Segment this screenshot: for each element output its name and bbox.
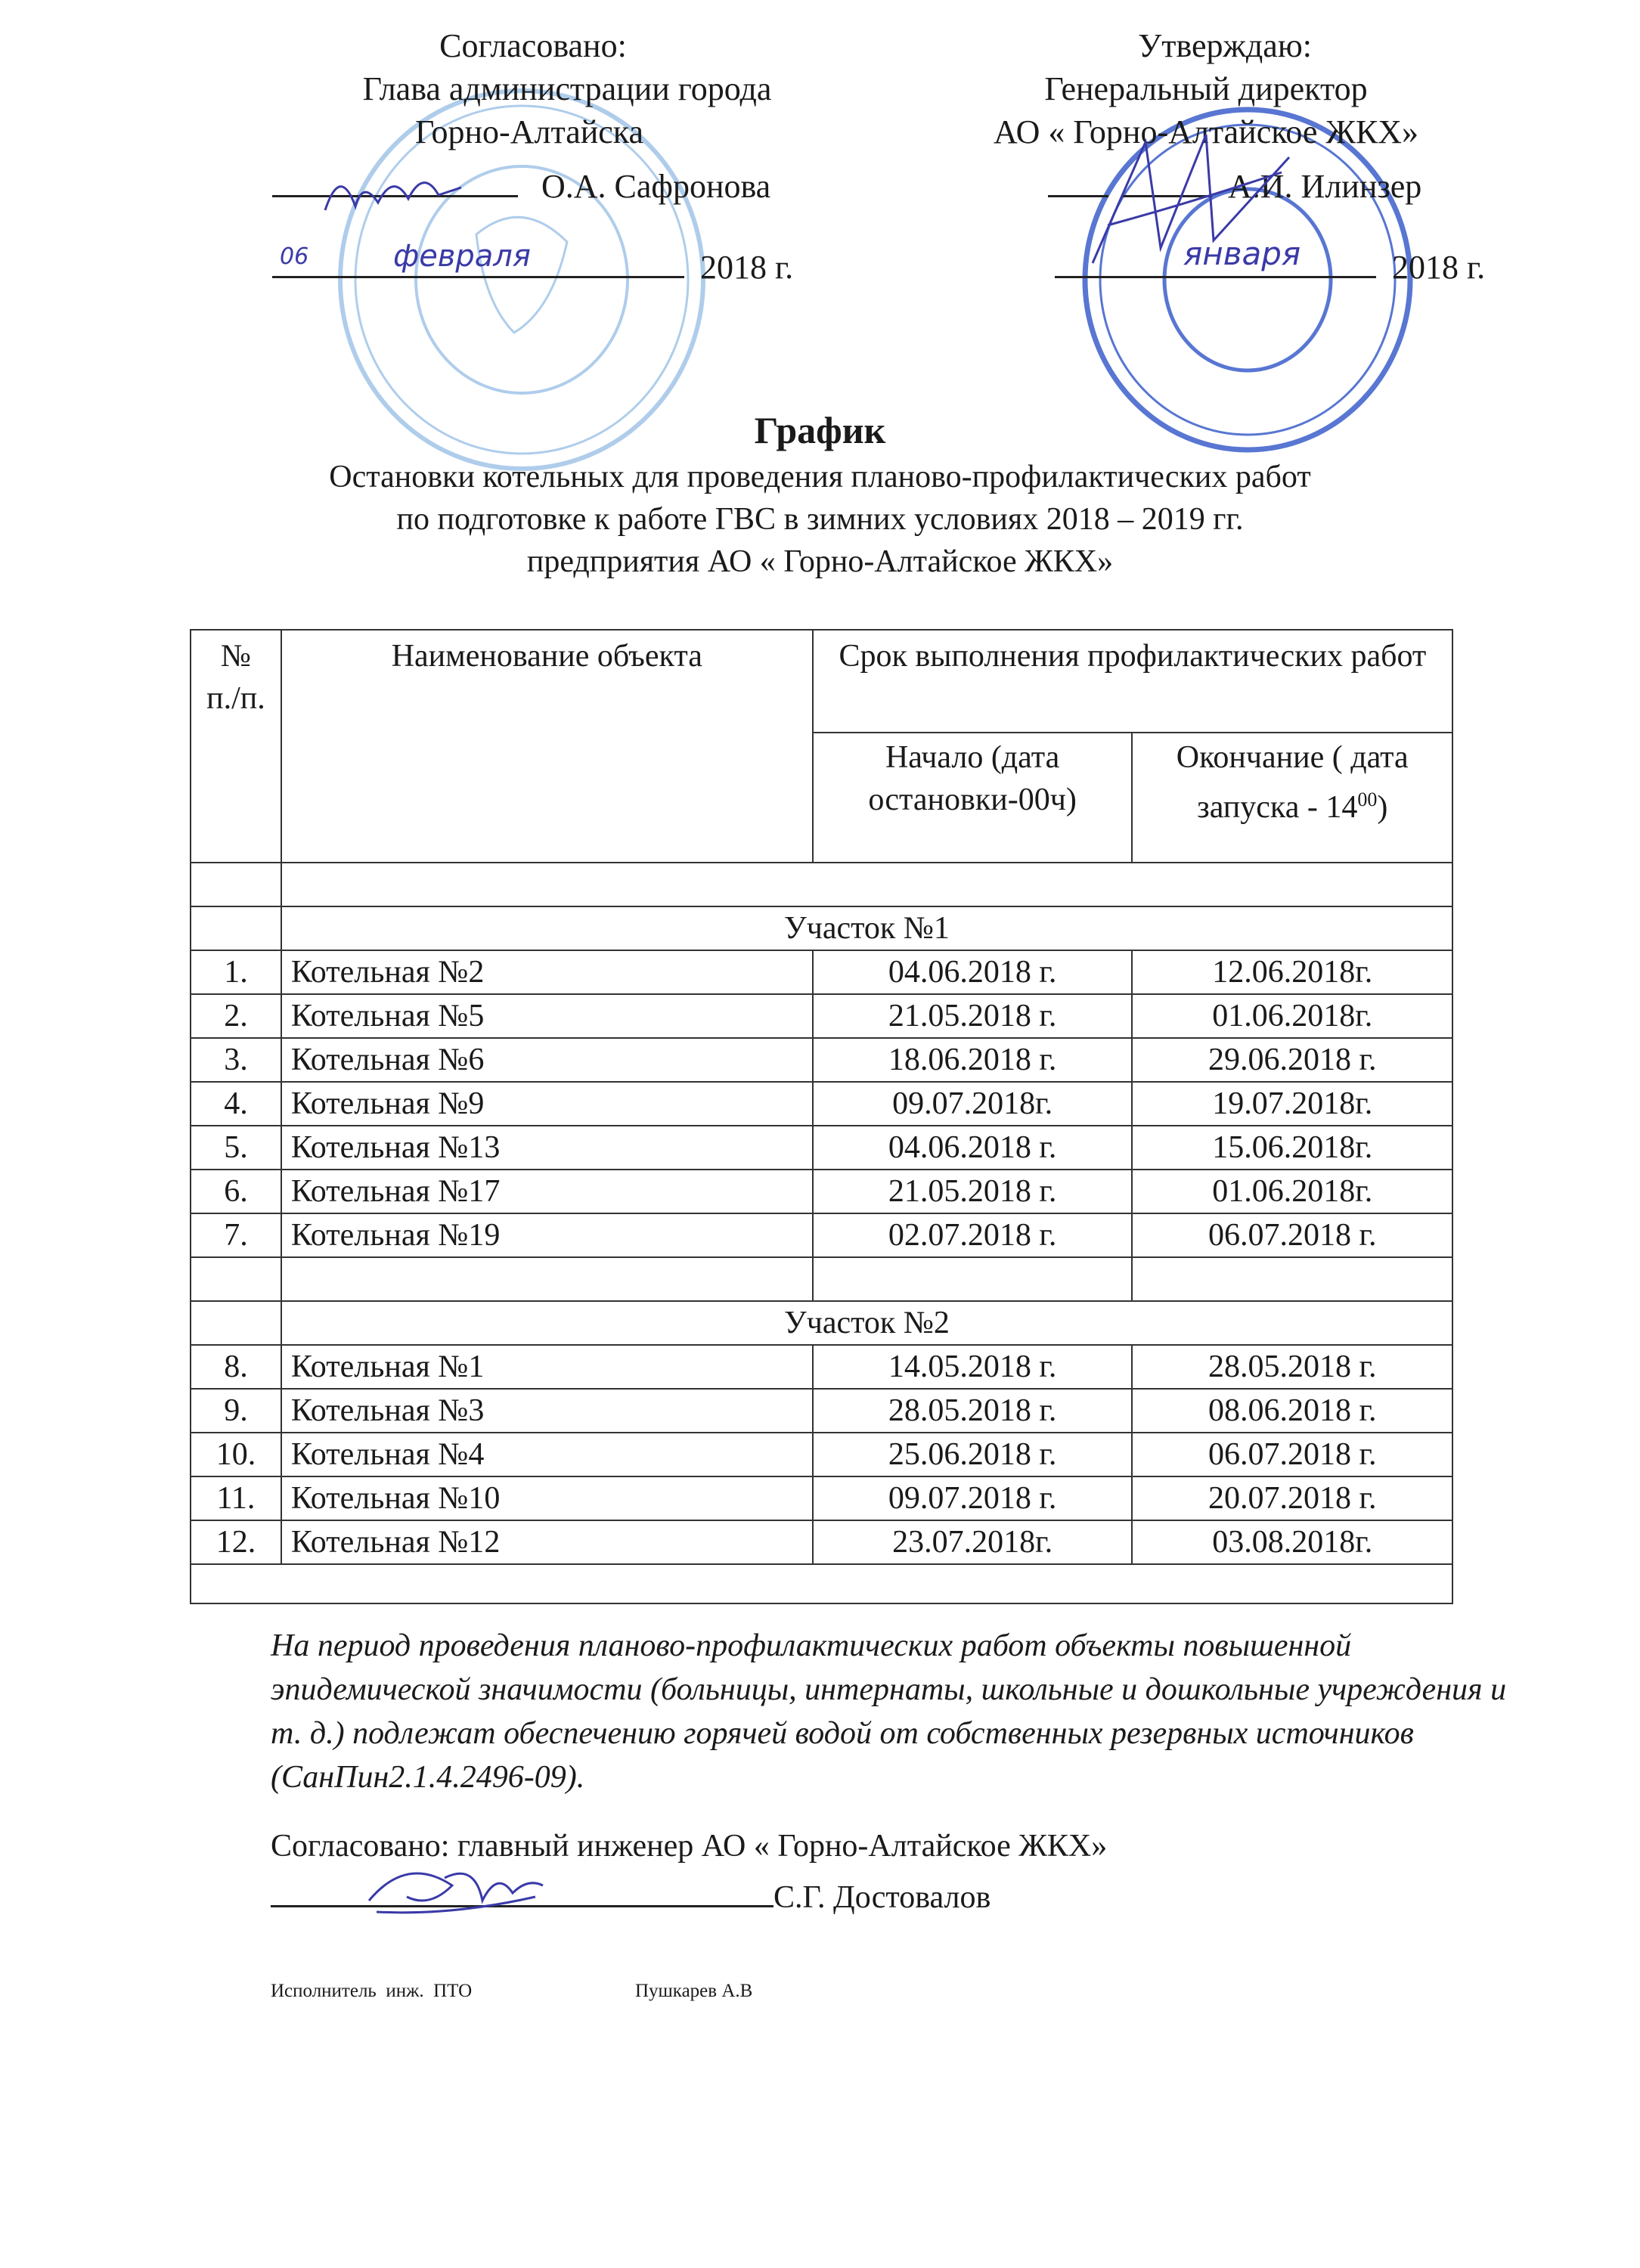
row-end-date: 19.07.2018г. bbox=[1132, 1082, 1452, 1126]
row-number: 2. bbox=[191, 994, 281, 1038]
row-end-date: 28.05.2018 г. bbox=[1132, 1345, 1452, 1389]
approval-left-date-month: февраля bbox=[393, 239, 531, 274]
executor-line bbox=[271, 1979, 1511, 2003]
header-period: Срок выполнения профилактических работ bbox=[813, 630, 1452, 733]
document-subtitle-line1: Остановки котельных для проведения планово-профилактических работ bbox=[329, 460, 1311, 494]
row-object-name: Котельная №6 bbox=[281, 1038, 813, 1082]
table-row bbox=[191, 950, 1452, 994]
row-number: 8. bbox=[191, 1345, 281, 1389]
executor-label: Исполнитель инж. ПТО bbox=[271, 1981, 473, 2001]
row-end-date: 08.06.2018 г. bbox=[1132, 1389, 1452, 1433]
table-row bbox=[191, 1038, 1452, 1082]
table-row bbox=[191, 1476, 1452, 1520]
header-number-line1: № bbox=[220, 639, 251, 674]
approval-left-position: Глава администрации города bbox=[362, 70, 772, 107]
row-start-date: 23.07.2018г. bbox=[813, 1520, 1133, 1564]
approval-right-date bbox=[1055, 235, 1486, 289]
row-number: 10. bbox=[191, 1433, 281, 1476]
row-object-name: Котельная №12 bbox=[281, 1520, 813, 1564]
row-number: 11. bbox=[191, 1476, 281, 1520]
table-row-empty bbox=[191, 863, 1452, 906]
row-object-name: Котельная №4 bbox=[281, 1433, 813, 1476]
row-number: 1. bbox=[191, 950, 281, 994]
row-start-date: 04.06.2018 г. bbox=[813, 1126, 1133, 1170]
approval-left-year: 2018 г. bbox=[700, 249, 794, 286]
document-subtitle-line3: предприятия АО « Горно-Алтайское ЖКХ» bbox=[526, 544, 1114, 579]
row-end-date: 20.07.2018 г. bbox=[1132, 1476, 1452, 1520]
row-start-date: 21.05.2018 г. bbox=[813, 994, 1133, 1038]
row-object-name: Котельная №1 bbox=[281, 1345, 813, 1389]
table-row bbox=[191, 1082, 1452, 1126]
executor-name: Пушкарев А.В bbox=[635, 1981, 753, 2001]
approval-right-name: А.И. Илинзер bbox=[1228, 168, 1422, 205]
table-row-empty bbox=[191, 1257, 1452, 1301]
table-header-row bbox=[191, 630, 1452, 733]
section1-title: Участок №1 bbox=[281, 906, 1452, 950]
row-object-name: Котельная №10 bbox=[281, 1476, 813, 1520]
row-object-name: Котельная №9 bbox=[281, 1082, 813, 1126]
table-row bbox=[191, 1389, 1452, 1433]
row-start-date: 18.06.2018 г. bbox=[813, 1038, 1133, 1082]
row-start-date: 02.07.2018 г. bbox=[813, 1213, 1133, 1257]
row-start-date: 04.06.2018 г. bbox=[813, 950, 1133, 994]
chief-engineer-signature-line bbox=[271, 1870, 1511, 1919]
header-start: Начало (дата остановки-00ч) bbox=[813, 733, 1133, 863]
section2-title: Участок №2 bbox=[281, 1301, 1452, 1345]
signature-left bbox=[318, 165, 469, 225]
approval-right-position: Генеральный директор bbox=[1044, 70, 1368, 107]
row-number: 6. bbox=[191, 1170, 281, 1213]
row-object-name: Котельная №17 bbox=[281, 1170, 813, 1213]
row-end-date: 01.06.2018г. bbox=[1132, 1170, 1452, 1213]
header-end-suffix: ) bbox=[1377, 790, 1388, 825]
table-row bbox=[191, 1126, 1452, 1170]
approval-left-date-day: 06 bbox=[280, 243, 309, 270]
row-number: 3. bbox=[191, 1038, 281, 1082]
row-end-date: 06.07.2018 г. bbox=[1132, 1433, 1452, 1476]
row-number: 4. bbox=[191, 1082, 281, 1126]
row-object-name: Котельная №13 bbox=[281, 1126, 813, 1170]
row-end-date: 06.07.2018 г. bbox=[1132, 1213, 1452, 1257]
row-start-date: 28.05.2018 г. bbox=[813, 1389, 1133, 1433]
approval-left bbox=[265, 24, 870, 153]
section-row bbox=[191, 906, 1452, 950]
row-end-date: 12.06.2018г. bbox=[1132, 950, 1452, 994]
approval-right-heading: Утверждаю: bbox=[1138, 27, 1312, 64]
note-text: На период проведения планово-профилактических работ объекты повышенной эпидемической значимости (больницы, интернаты, школьные и дошкольные учреждения и т. д.) подлежат обеспечению горячей водой от собственных резервных источников (СанПин2.1.4.2496-09). bbox=[271, 1628, 1507, 1795]
header-object-name: Наименование объекта bbox=[281, 630, 813, 863]
row-object-name: Котельная №5 bbox=[281, 994, 813, 1038]
row-end-date: 01.06.2018г. bbox=[1132, 994, 1452, 1038]
approval-left-name: О.А. Сафронова bbox=[541, 168, 771, 205]
table-row bbox=[191, 1433, 1452, 1476]
row-start-date: 14.05.2018 г. bbox=[813, 1345, 1133, 1389]
approval-left-city: Горно-Алтайска bbox=[414, 113, 644, 150]
header-end-text: Окончание ( дата запуска - 14 bbox=[1176, 740, 1409, 825]
table-row bbox=[191, 1170, 1452, 1213]
table-row bbox=[191, 994, 1452, 1038]
header-end-sup: 00 bbox=[1357, 789, 1378, 810]
row-end-date: 15.06.2018г. bbox=[1132, 1126, 1452, 1170]
schedule-table bbox=[190, 629, 1453, 1604]
chief-engineer-name: С.Г. Достовалов bbox=[773, 1880, 991, 1915]
row-number: 5. bbox=[191, 1126, 281, 1170]
approval-right-org: АО « Горно-Алтайское ЖКХ» bbox=[994, 113, 1418, 150]
row-number: 7. bbox=[191, 1213, 281, 1257]
section-row bbox=[191, 1301, 1452, 1345]
table-row bbox=[191, 1520, 1452, 1564]
row-object-name: Котельная №2 bbox=[281, 950, 813, 994]
row-start-date: 25.06.2018 г. bbox=[813, 1433, 1133, 1476]
row-start-date: 09.07.2018 г. bbox=[813, 1476, 1133, 1520]
bottom-section bbox=[271, 1624, 1511, 2003]
approval-right-date-month: января bbox=[1183, 235, 1301, 272]
row-number: 9. bbox=[191, 1389, 281, 1433]
header-number-line2: п./п. bbox=[206, 681, 265, 716]
header-number bbox=[191, 630, 281, 863]
chief-engineer-label: Согласовано: главный инженер АО « Горно-Алтайское ЖКХ» bbox=[271, 1829, 1108, 1864]
table-row bbox=[191, 1345, 1452, 1389]
row-start-date: 09.07.2018г. bbox=[813, 1082, 1133, 1126]
row-number: 12. bbox=[191, 1520, 281, 1564]
row-object-name: Котельная №3 bbox=[281, 1389, 813, 1433]
row-start-date: 21.05.2018 г. bbox=[813, 1170, 1133, 1213]
row-object-name: Котельная №19 bbox=[281, 1213, 813, 1257]
header-end bbox=[1132, 733, 1452, 863]
table-row bbox=[191, 1213, 1452, 1257]
approval-right-signature-line bbox=[1048, 165, 1421, 208]
approval-left-heading: Согласовано: bbox=[439, 27, 627, 64]
row-end-date: 03.08.2018г. bbox=[1132, 1520, 1452, 1564]
document-title: График bbox=[754, 409, 886, 451]
approval-left-date bbox=[272, 238, 793, 289]
table-row-empty bbox=[191, 1564, 1452, 1603]
approval-left-signature-line bbox=[272, 165, 770, 208]
approval-right-year: 2018 г. bbox=[1392, 249, 1486, 286]
signature-chief-engineer bbox=[361, 1855, 550, 1923]
row-end-date: 29.06.2018 г. bbox=[1132, 1038, 1452, 1082]
document-subtitle-line2: по подготовке к работе ГВС в зимних условиях 2018 – 2019 гг. bbox=[396, 502, 1244, 537]
